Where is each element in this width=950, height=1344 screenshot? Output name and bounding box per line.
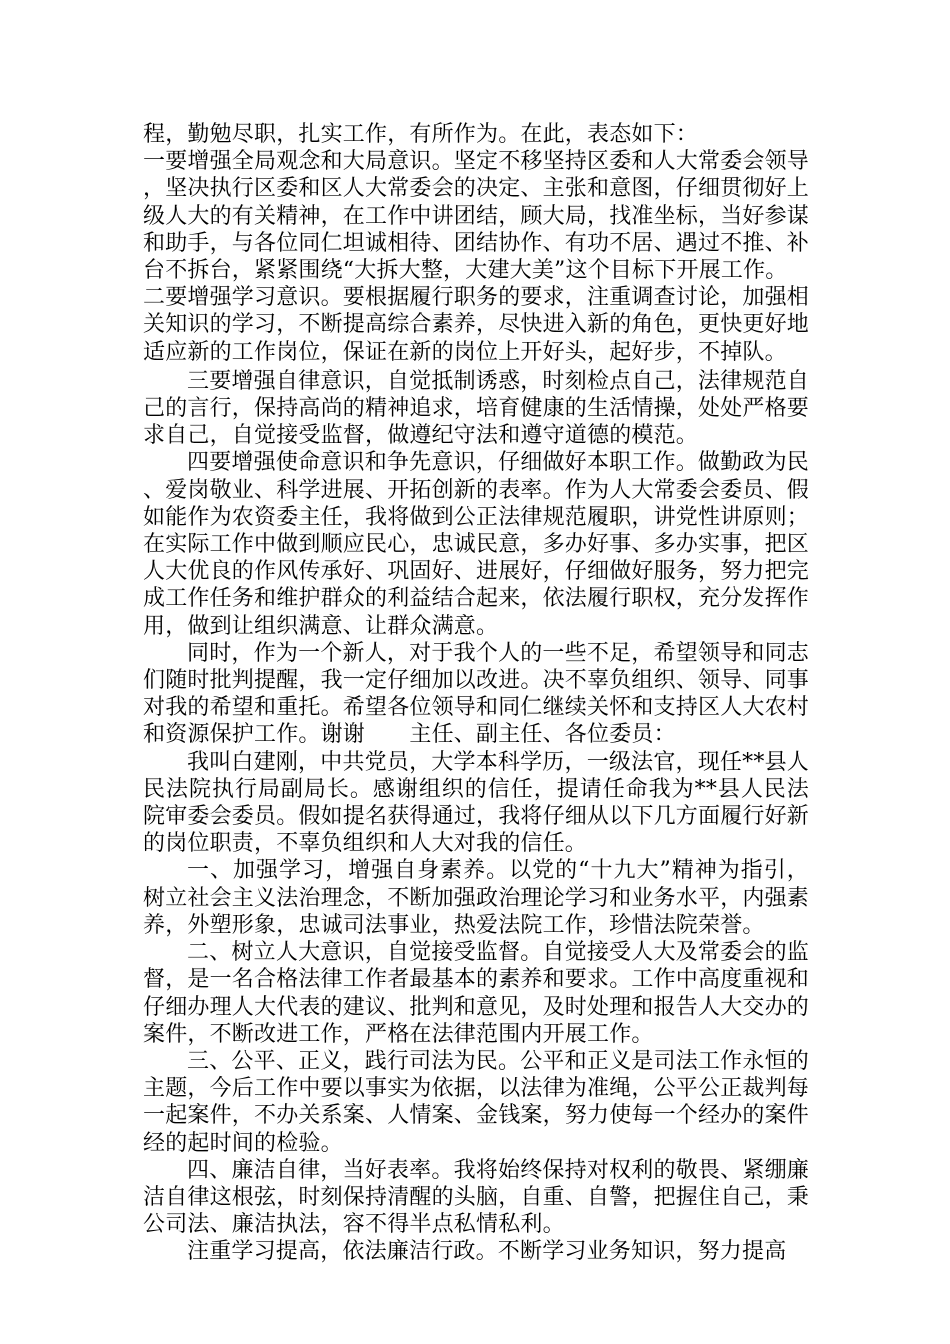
paragraph-7: 我叫白建刚，中共党员，大学本科学历，一级法官，现任**县人民法院执行局副局长。感谢组织的信任，提请任命我为**县人民法院审委会委员。假如提名获得通过，我将仔细从以下几方面履行好新的岗位职责，不辜负组织和人大对我的信任。	[143, 749, 810, 857]
paragraph-10: 三、公平、正义，践行司法为民。公平和正义是司法工作永恒的主题，今后工作中要以事实为依据，以法律为准绳，公平公正裁判每一起案件，不办关系案、人情案、金钱案，努力使每一个经办的案件经的起时间的检验。	[143, 1048, 810, 1156]
paragraph-9: 二、树立人大意识，自觉接受监督。自觉接受人大及常委会的监督，是一名合格法律工作者最基本的素养和要求。工作中高度重视和仔细办理人大代表的建议、批判和意见，及时处理和报告人大交办的案件，不断改进工作，严格在法律范围内开展工作。	[143, 940, 810, 1047]
document-body	[143, 121, 809, 1266]
paragraph-4: 三要增强自律意识，自觉抵制诱惑，时刻检点自己，法律规范自己的言行，保持高尚的精神追求，培育健康的生活情操，处处严格要求自己，自觉接受监督，做遵纪守法和遵守道德的模范。	[143, 368, 810, 449]
paragraph-6: 同时，作为一个新人，对于我个人的一些不足，希望领导和同志们随时批判提醒，我一定仔细加以改进。决不辜负组织、领导、同事对我的希望和重托。希望各位领导和同仁继续关怀和支持区人大农村和资源保护工作。谢谢 主任、副主任、各位委员：	[143, 640, 810, 748]
paragraph-12: 注重学习提高，依法廉洁行政。不断学习业务知识，努力提高	[187, 1239, 787, 1265]
paragraph-2: 一要增强全局观念和大局意识。坚定不移坚持区委和人大常委会领导，坚决执行区委和区人大常委会的决定、主张和意图，仔细贯彻好上级人大的有关精神，在工作中讲团结，顾大局，找准坐标，当好参谋和助手，与各位同仁坦诚相待、团结协作、有功不居、遇过不推、补台不拆台，紧紧围绕“大拆大整，大建大美”这个目标下开展工作。	[143, 149, 810, 284]
paragraph-8: 一、加强学习，增强自身素养。以党的“十九大”精神为指引，树立社会主义法治理念，不断加强政治理论学习和业务水平，内强素养，外塑形象，忠诚司法事业，热爱法院工作，珍惜法院荣誉。	[143, 858, 810, 938]
paragraph-1: 程，勤勉尽职，扎实工作，有所作为。在此，表态如下：	[143, 122, 699, 147]
paragraph-3: 二要增强学习意识。要根据履行职务的要求，注重调查讨论，加强相关知识的学习，不断提高综合素养，尽快进入新的角色，更快更好地适应新的工作岗位，保证在新的岗位上开好头，起好步，不掉队。	[143, 285, 810, 365]
paragraph-5: 四要增强使命意识和争先意识，仔细做好本职工作。做勤政为民、爱岗敬业、科学进展、开拓创新的表率。作为人大常委会委员、假如能作为农资委主任，我将做到公正法律规范履职，讲党性讲原则；在实际工作中做到顺应民心，忠诚民意，多办好事、多办实事，把区人大优良的作风传承好、巩固好、进展好，仔细做好服务，努力把完成工作任务和维护群众的利益结合起来，依法履行职权，充分发挥作用，做到让组织满意、让群众满意。	[143, 450, 810, 639]
paragraph-11: 四、廉洁自律，当好表率。我将始终保持对权利的敬畏、紧绷廉洁自律这根弦，时刻保持清醒的头脑，自重、自警，把握住自己，秉公司法、廉洁执法，容不得半点私情私利。	[143, 1157, 810, 1238]
